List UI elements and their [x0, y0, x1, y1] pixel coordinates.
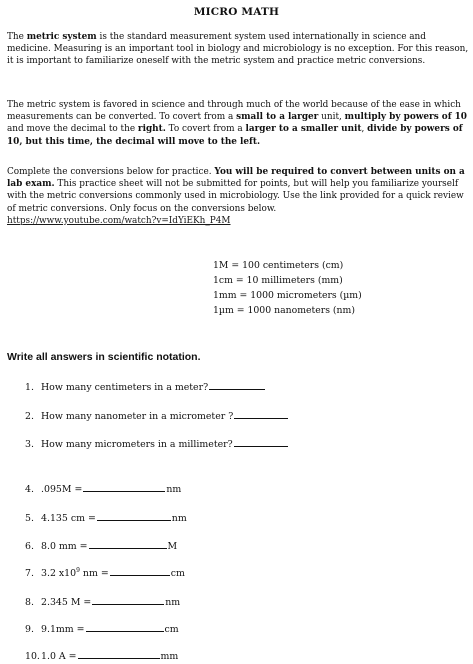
- text: and move the decimal to the: [7, 124, 138, 135]
- text: To covert from a: [165, 124, 246, 135]
- problem-4: [25, 482, 181, 495]
- answer-blank[interactable]: [86, 622, 164, 632]
- problem-text: nm =: [79, 568, 109, 579]
- youtube-link[interactable]: https://www.youtube.com/watch?v=IdYiEKh_P4M: [7, 215, 231, 226]
- answer-blank[interactable]: [83, 482, 165, 492]
- exponent: 9: [76, 566, 80, 574]
- problem-text: 4.135 cm =: [41, 513, 96, 524]
- unit-label: cm: [170, 568, 185, 579]
- unit-label: mm: [160, 651, 179, 662]
- answer-blank[interactable]: [97, 511, 171, 521]
- unit-label: cm: [164, 624, 179, 635]
- problem-9: [25, 622, 179, 635]
- answer-blank[interactable]: [89, 539, 167, 549]
- unit-label: nm: [171, 513, 187, 524]
- problem-number: 5.: [25, 513, 34, 524]
- problem-number: 6.: [25, 541, 34, 552]
- answer-blank[interactable]: [234, 409, 288, 419]
- problem-number: 4.: [25, 484, 34, 495]
- problem-7: [25, 566, 185, 579]
- answer-blank[interactable]: [209, 380, 265, 390]
- question-text: How many centimeters in a meter?: [41, 382, 209, 393]
- bold-text: multiply by powers of 10: [344, 112, 467, 123]
- text: This practice sheet will not be submitted for points, but will help you familiarize yourself with the metric conversions commonly used in microbiology. Use the link provided for a quick review of metric conversions. Only focus on the conversions below.: [7, 179, 464, 214]
- page-title: MICRO MATH: [193, 6, 280, 18]
- bold-text: You will be required to convert between units on a lab exam.: [7, 167, 465, 190]
- problem-text: 9.1mm =: [41, 624, 85, 635]
- unit-label: nm: [166, 484, 182, 495]
- problem-text: 2.345 M =: [41, 597, 92, 608]
- text: unit,: [318, 112, 345, 123]
- question-number: 3.: [25, 439, 34, 450]
- conversion-line: 1µm = 1000 nanometers (nm): [213, 305, 355, 316]
- question-number: 1.: [25, 382, 34, 393]
- question-text: How many nanometer in a micrometer ?: [41, 411, 234, 422]
- question-2: [25, 409, 289, 422]
- text: The metric system is favored in science and through much of the world because of the ease in which measurements can be converted. To covert from a: [7, 100, 461, 123]
- bold-text: right.: [137, 124, 166, 135]
- bold-text: small to a larger: [236, 112, 319, 123]
- text: ,: [361, 124, 368, 135]
- problem-8: [25, 595, 180, 608]
- question-1: [25, 380, 266, 393]
- intro-paragraph-3: [7, 166, 469, 227]
- problem-number: 8.: [25, 597, 34, 608]
- problem-number: 9.: [25, 624, 34, 635]
- answer-blank[interactable]: [92, 595, 164, 605]
- answer-blank[interactable]: [78, 649, 160, 659]
- text: The: [7, 32, 27, 42]
- question-text: How many micrometers in a millimeter?: [41, 439, 233, 450]
- problem-10: [25, 649, 178, 662]
- problem-number: 10.: [25, 651, 40, 662]
- problem-text: .095M =: [41, 484, 83, 495]
- bold-text: metric system: [26, 32, 97, 42]
- problem-6: [25, 539, 177, 552]
- instructions-heading: Write all answers in scientific notation.: [7, 351, 201, 363]
- question-number: 2.: [25, 411, 34, 422]
- problem-text: 8.0 mm =: [41, 541, 88, 552]
- conversion-line: 1mm = 1000 micrometers (µm): [213, 290, 362, 301]
- problem-5: [25, 511, 187, 524]
- problem-text: 3.2 x10: [41, 568, 77, 579]
- unit-label: M: [167, 541, 178, 552]
- conversion-table: [213, 258, 413, 318]
- bold-text: larger to a smaller unit: [245, 124, 362, 135]
- problem-number: 7.: [25, 568, 34, 579]
- text: Complete the conversions below for practice.: [7, 167, 215, 177]
- conversion-line: 1M = 100 centimeters (cm): [213, 260, 344, 271]
- text: is the standard measurement system used internationally in science and medicine. Measuring is an important tool in biology and microbiology is no exception. For this reason, it is important to familiarize oneself with the metric system and practice metric conversions.: [7, 32, 469, 67]
- intro-paragraph-1: [7, 31, 469, 68]
- question-3: [25, 437, 289, 450]
- intro-paragraph-2: [7, 99, 469, 148]
- answer-blank[interactable]: [110, 566, 170, 576]
- bold-text: divide by powers of 10, but this time, the decimal will move to the left.: [7, 124, 463, 147]
- problem-text: 1.0 A =: [41, 651, 77, 662]
- conversion-line: 1cm = 10 millimeters (mm): [213, 275, 343, 286]
- unit-label: nm: [165, 597, 181, 608]
- answer-blank[interactable]: [234, 437, 288, 447]
